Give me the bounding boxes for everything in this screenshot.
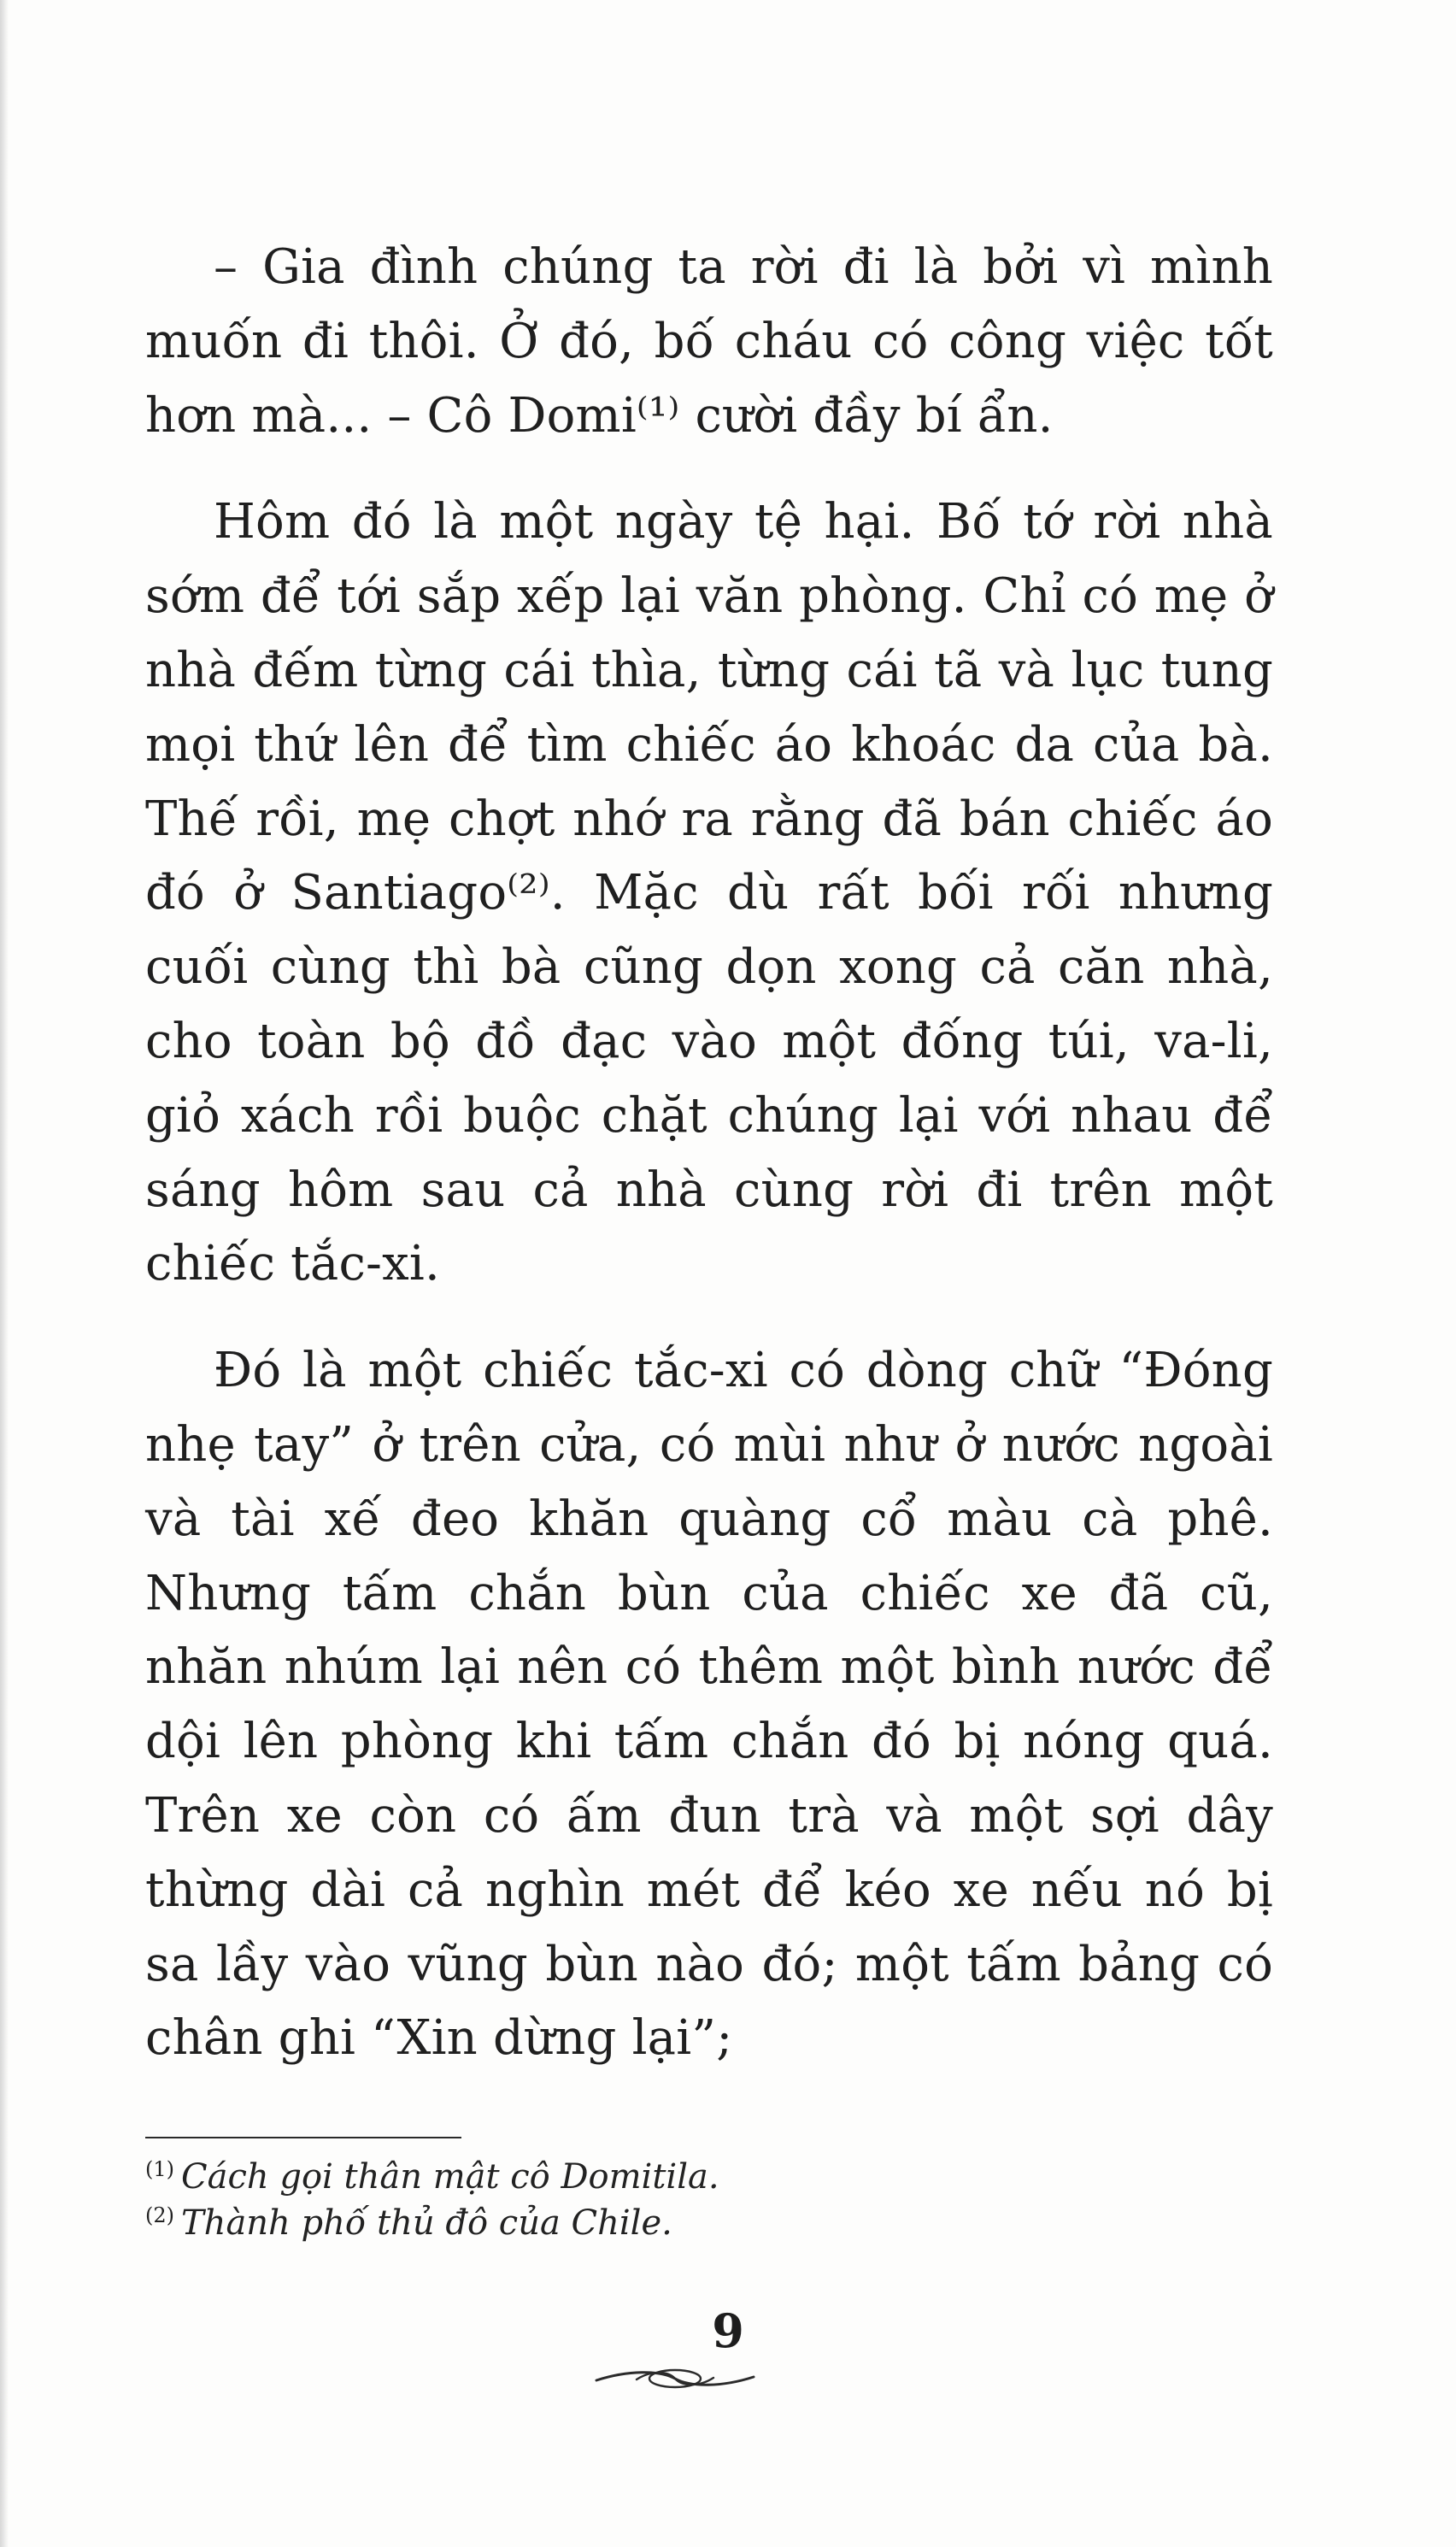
footnote-marker-1: (1) bbox=[145, 2156, 174, 2181]
page-gutter-shadow bbox=[0, 0, 9, 2547]
paragraph-2: Hôm đó là một ngày tệ hại. Bố tớ rời nhà sớm để tới sắp xếp lại văn phòng. Chỉ có mẹ ở nhà đếm từng cái thìa, từng cái tã và lục tung mọi thứ lên để tìm chiếc áo khoác da của bà. Thế rồi, mẹ chợt nhớ ra rằng đã bán chiếc áo đó ở Santiago⁽²⁾. Mặc dù rất bối rối nhưng cuối cùng thì bà cũng dọn xong cả căn nhà, cho toàn bộ đồ đạc vào một đống túi, va-li, giỏ xách rồi buộc chặt chúng lại với nhau để sáng hôm sau cả nhà cùng rời đi trên một chiếc tắc-xi. bbox=[145, 494, 1273, 1292]
footnote-2 bbox=[145, 2200, 1256, 2246]
page-ornament-icon bbox=[590, 2363, 760, 2394]
footnotes bbox=[145, 2154, 1256, 2246]
footnote-1 bbox=[145, 2154, 1256, 2200]
paragraph-3: Đó là một chiếc tắc-xi có dòng chữ “Đóng nhẹ tay” ở trên cửa, có mùi như ở nước ngoài và tài xế đeo khăn quàng cổ màu cà phê. Nhưng tấm chắn bùn của chiếc xe đã cũ, nhăn nhúm lại nên có thêm một bình nước để dội lên phòng khi tấm chắn đó bị nóng quá. Trên xe còn có ấm đun trà và một sợi dây thừng dài cả nghìn mét để kéo xe nếu nó bị sa lầy vào vũng bùn nào đó; một tấm bảng có chân ghi “Xin dừng lại”; bbox=[145, 1343, 1273, 2067]
footnote-marker-2: (2) bbox=[145, 2203, 174, 2227]
footnote-text-2: Thành phố thủ đô của Chile. bbox=[181, 2203, 672, 2243]
paragraph-1: – Gia đình chúng ta rời đi là bởi vì mình muốn đi thôi. Ở đó, bố cháu có công việc tốt hơn mà... – Cô Domi⁽¹⁾ cười đầy bí ẩn. bbox=[145, 239, 1273, 444]
footnote-divider bbox=[145, 2137, 461, 2138]
page-number: 9 bbox=[712, 2303, 744, 2358]
body-text bbox=[145, 231, 1273, 2109]
footnote-text-1: Cách gọi thân mật cô Domitila. bbox=[181, 2157, 719, 2197]
